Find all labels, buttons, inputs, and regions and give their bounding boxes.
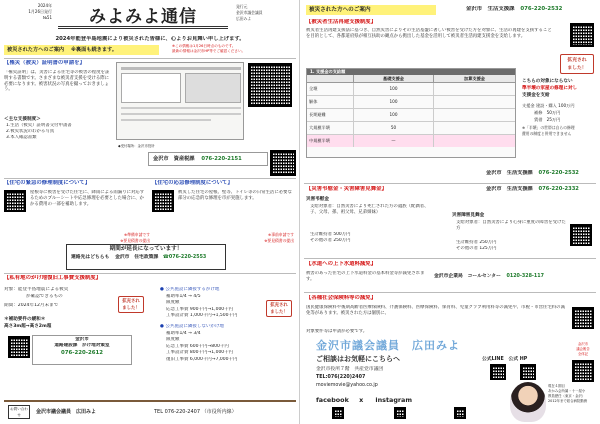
issue-date: 1月26日発行 [28,9,52,14]
profile-name: 金沢市議会議員 広田みよ [316,339,460,352]
cliff-cond: 高さ3m超→高さ2m超 [4,324,52,329]
semi-damage-line: 支援金 建設・購入 100万円 [522,103,575,108]
life-support-contact [466,6,594,13]
semi-damage-line: 補修 50万円 [534,110,561,115]
cliff-rates [160,287,296,364]
publisher-name: 広田みよ [236,16,252,21]
water-tel: 0120-328-117 [506,274,544,279]
qr-code-icon[interactable] [394,407,406,419]
disability-amt: その他の者 125万円 [456,246,497,251]
sec-cliff-title: 【私有地のがけ地復旧工事費支援制度】 [4,275,102,281]
semi-damage-h3: 支援金を支給 [522,93,550,98]
cliff-tel: 076-220-2612 [61,349,103,356]
deadline-line2: 連絡先はどちらも [71,255,110,260]
contact-tel: 076-220-2151 [201,156,242,162]
sec-insurance-body-2: 対象要件等は申請が必要です。 [306,329,368,334]
disability-label: 災害障害見舞金 [452,213,485,218]
contact-dept: 金沢市 資産税課 [153,156,195,162]
expanded-badge-1: 拡充され [270,303,288,308]
publisher-role: 金沢市議会議員 [236,10,263,15]
newsletter-title: みよみよ通信 [58,5,228,29]
x-icon[interactable]: x [359,396,364,404]
rate-line: 補助率1/4 → 4/5 [166,293,201,299]
condolence-amt: 生計維持者 500万円 [310,232,351,237]
row-label: 長期避難 [309,112,326,117]
publisher-info [236,4,294,34]
cliff-period: 期間：2024年12月末まで [4,303,59,308]
expanded-badge-2: ました！ [270,310,288,315]
right-banner: 被災された方へのご案内 [306,5,436,15]
qr-code-icon[interactable] [270,150,296,176]
cliff-contact: 金沢市 [75,337,89,342]
rate-line: 補助率1/4 → 3/4 [166,330,201,336]
semi-damage-note: ※「半壊」の世帯は自らの修理 [522,125,575,130]
profile-mail[interactable]: moviemovie@yahoo.co.jp [316,383,378,388]
cliff-cond-title: ＊補助要件の緩和＊ [4,317,46,322]
bio-line: 2012年まで総合病院勤務 [548,399,588,403]
table-title: 1. 支援金の支給額 [307,69,515,75]
row-label: 全壊 [309,86,318,91]
condolence-dept: 金沢市 生活支援課 [486,186,533,192]
instagram-icon[interactable]: instagram [375,396,413,404]
intro-banner [4,45,159,55]
repair-note-1: ※準備申請です [124,232,150,237]
cliff-target: 対象：能登半島地震による被災 [4,287,69,292]
issue-info [8,3,52,35]
temp-repair-note-1: ※事前申請です [268,232,294,237]
rate-line: 工事設計費 1,000千円→1,500千円 [166,313,238,319]
cliff-contact2: 道路建設課 がけ地対策室 [54,342,110,348]
report-link[interactable] [570,342,596,357]
disability-amt: 生計維持者 250万円 [456,240,497,245]
qr-code-icon[interactable] [454,407,466,419]
expanded-badge-1: 拡充され [567,58,587,63]
qr-code-icon[interactable] [572,307,594,329]
left-footer [4,400,296,420]
qr-code-icon[interactable] [570,224,592,246]
issue-year: 2024年 [37,3,52,8]
life-support-tel: 076-220-2532 [538,170,579,176]
semi-damage-line: 賃借 25万円 [534,117,561,122]
qr-code-icon[interactable] [4,190,26,212]
profile-photo [510,382,546,422]
sec-rebuild-body: 被災者生活再建支援法に基づき、自然災害によりその生活基盤に著しい被害を受けた方を対象に、生活の再建を支援することを目的として、各都道府県が相互扶助の観点から拠出した基金を活用して被災者生活再建支援金を支給します。 [306,28,552,39]
footer-office: 金沢市議会議員 広田みよ [36,409,97,415]
condolence-contact [486,186,596,193]
profile-tel: TEL:076(220)2407 [316,375,366,380]
row-label: 大規模半壊 [309,125,330,130]
table-row [307,122,515,135]
rate-line: ● 公共施設に隣接しないがけ地 [160,323,224,329]
issue-number: №51 [42,15,52,20]
condolence-line: 2024年能登半島地震により被災された皆様に、心よりお見舞い申し上げます。 [55,36,245,42]
rate-line: 限度額 [166,300,180,306]
table-row [307,109,515,122]
expanded-badge-2: ました！ [567,66,587,71]
rate-line: 復旧工事費 6,000千円→7,000千円 [166,356,238,362]
sec-insurance-title: 【各種社会保険料等の減免】 [306,295,377,301]
profile-addr: 金沢市役所７階 共産党市議団 [316,367,384,372]
row-amount: 100 [353,109,433,121]
cert-item-3: 3.本人確認書類 [6,135,37,140]
sec-emergency-repair-title: 【住宅の緊急の修理制度について】 [4,180,91,186]
footer-tel: TEL 076-220-2407 （市役所内線） [154,409,237,415]
rate-line: 応急工事費 600千円→800千円 [166,343,229,349]
row-amount: 100 [353,96,433,108]
row-amount: 50 [353,122,433,134]
table-row [307,96,515,109]
life-support-dept: 金沢市 生活支援課 [466,6,515,12]
cert-item-2: 2.被災状況のわかる写真 [6,129,55,134]
profile-cta: ご相談はお気軽にこちらへ [316,355,400,363]
row-label: 解体 [309,99,318,104]
qr-code-icon[interactable] [520,364,536,380]
qr-code-icon[interactable] [490,364,506,380]
qr-code-icon[interactable] [8,336,30,358]
cert-item-1: 1.生活（被災）証明書交付申請書 [6,123,72,128]
support-table [306,68,516,158]
row-amount: — [353,135,433,147]
profile-official: 公式LINE 公式 HP [482,357,528,362]
qr-code-icon[interactable] [570,23,594,47]
deadline-line1: 期間が延長になっています！ [109,246,183,252]
water-contact [434,273,600,280]
qr-code-icon[interactable] [248,63,292,107]
life-support-dept: 金沢市 生活支援課 [486,170,533,176]
sec-insurance-body: 国民健康保険料や後期高齢者医療保険料、介護保険料、医療保険料、保育料、児童クラブ利用料等の減免や、市税・市営住宅料の減免等があります。被災された方は個別に、 [306,305,565,316]
social-row [316,394,486,406]
info-update-note: 最新の情報は金沢市HP等でご確認ください。 [172,49,246,53]
facebook-icon[interactable]: facebook [316,396,349,404]
sec-emergency-repair-body: 屋根等に被害を受けた住宅に、降雨による雨漏りに対応するためのブルーシートや応急修理を必要とした場合に、かかる費用の一部を補助します。 [30,190,145,207]
rate-line: ● 公共施設に隣接するがけ地 [160,287,220,292]
cert-form-caption: ◆受付場所：金沢市役所 [118,144,155,148]
row-label: 中規模半壊 [309,138,330,143]
disability-body: 支給対象者：自然災害により心身に重度の障害を受けた方 [456,220,566,231]
sec-disaster-cert-title: 【罹災（被災）証明書の申請を】 [4,60,85,66]
rate-line: 応急工事費 900千円→1,000千円 [166,306,234,312]
profile-bio [548,384,596,404]
rate-line: 工事設計費 800千円→1,000千円 [166,350,234,356]
sec-temp-repair-body: 被災した住宅の屋根、壁等、トイレ等の日常生活に必要な部分の応急的な修理を市が実施します。 [178,190,292,201]
semi-damage-note: 費用の制度と併用できません [522,130,572,136]
bio-line: 教員歴任（東京・金沢） [548,394,586,398]
semi-damage-info [522,78,598,184]
qr-code-icon[interactable] [572,360,594,382]
contact-cliff [32,335,132,365]
right-page [300,0,600,424]
table-row [307,135,515,147]
report-line: 全体記 [577,352,589,356]
temp-repair-note-2: ※要見積書の提出 [264,238,294,243]
publisher-label: 発行元 [236,4,248,9]
sec-disaster-cert-sub: ＜主な支援制度＞ [4,117,41,122]
repair-note-2: ※要見積書の提出 [120,238,150,243]
cliff-target2: が確認できるもの [26,294,63,299]
expanded-badge-1: 拡充され [122,299,140,304]
semi-damage-h2: 準半壊の家屋の修理に対し [522,86,578,91]
condolence-label: 災害弔慰金 [306,197,329,202]
sec-condolence-title: 【災害弔慰金・災害障害見舞金】 [306,186,387,192]
deadline-tel: ☎076-220-2553 [162,255,207,260]
report-line: 議会報告 [576,347,590,351]
semi-damage-h1: こちらの対象にならない [522,79,573,84]
life-support-tel: 076-220-2532 [520,6,563,12]
report-line: 金沢市 [577,342,589,346]
deadline-contact: 金沢市 住宅政策課 [115,255,159,260]
sec-rebuild-title: 【被災者生活再建支援制度】 [306,19,377,25]
contact-property-tax [148,152,268,166]
condolence-body: 支給対象者：自然災害により死亡された方の遺族（配偶者、子、父母、孫、祖父母、兄弟姉妹） [310,204,429,215]
intro-banner-text: 被災された方へのご案内 [7,47,65,53]
expanded-badge [560,54,594,74]
condolence-tel: 076-220-2332 [538,186,579,192]
cert-form-image [116,62,244,140]
sec-temp-repair-title: 【住宅の応急修理制度について】 [152,180,233,186]
table-header [307,75,515,83]
table-row [307,83,515,96]
intro-continues: ※裏面も続きます。 [70,47,118,53]
sec-water-body: 被害のあった住宅の上下水道料金の基本料金等が減免されます。 [306,271,425,282]
profile-block [304,338,596,422]
sec-water-title: 【水道への上下水道料減免】 [306,261,377,267]
info-date-note: ※この情報は1月26日時点のものです。 [172,44,236,48]
deadline-box [66,244,226,270]
expanded-badge [266,300,292,317]
expanded-badge [118,296,144,313]
bio-line: あかみ会所属・十一屋小 [548,389,586,393]
life-support-contact-2 [486,170,596,177]
row-amount: 100 [353,83,433,95]
rate-line: 限度額 [166,337,180,343]
qr-code-icon[interactable] [152,190,174,212]
water-dept: 金沢市企業局 コールセンター [434,274,501,279]
sec-disaster-cert-body: 「罹災証明」は、災害による住宅等の被害の程度を証明する書類です。さまざまな被災者支援を受ける際に必要になります。被害状況の写真を撮っておきましょう。 [4,70,110,93]
table-col-basic: 基礎支援金 [353,75,433,82]
footer-inquiry: お問い合わせ [8,405,30,419]
bio-line: 現在４期目 [548,384,565,388]
condolence-amt: その他の者 250万円 [310,238,351,243]
qr-code-icon[interactable] [332,407,344,419]
expanded-badge-2: ました！ [122,306,140,311]
table-col-additional: 加算支援金 [433,75,515,82]
